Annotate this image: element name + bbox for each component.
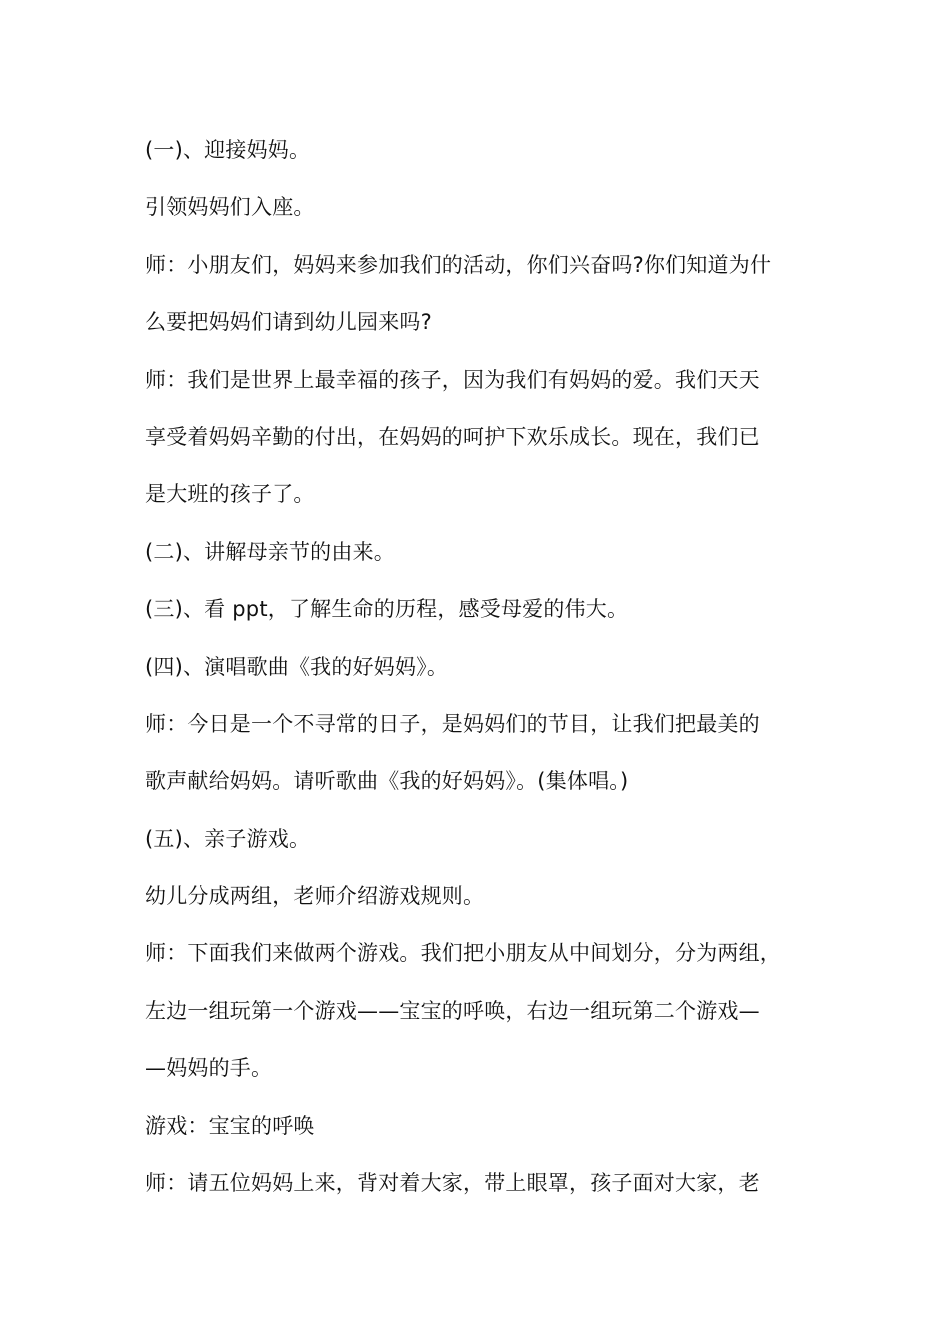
text-line: 师：小朋友们，妈妈来参加我们的活动，你们兴奋吗?你们知道为什	[145, 252, 772, 277]
text-line: 师：今日是一个不寻常的日子，是妈妈们的节目，让我们把最美的	[145, 711, 760, 736]
text-line: 引领妈妈们入座。	[145, 195, 315, 220]
text-line-section-4-heading: (四)、演唱歌曲《我的好妈妈》。	[145, 654, 449, 679]
text-line: 幼儿分成两组，老师介绍游戏规则。	[145, 884, 485, 909]
text-line-section-1-heading: (一)、迎接妈妈。	[145, 138, 311, 162]
text-line-section-3-heading: (三)、看 ppt，了解生命的历程，感受母爱的伟大。	[145, 597, 629, 622]
text-line: 师：请五位妈妈上来，背对着大家，带上眼罩，孩子面对大家，老	[145, 1171, 760, 1196]
text-line: 歌声献给妈妈。请听歌曲《我的好妈妈》。(集体唱。)	[145, 769, 629, 794]
text-line: —妈妈的手。	[145, 1056, 273, 1081]
text-line: 师：下面我们来做两个游戏。我们把小朋友从中间划分，分为两组，	[145, 941, 781, 966]
text-line-game-title: 游戏：宝宝的呼唤	[145, 1113, 315, 1138]
text-line: 是大班的孩子了。	[145, 482, 315, 507]
text-line: 师：我们是世界上最幸福的孩子，因为我们有妈妈的爱。我们天天	[145, 367, 760, 392]
document-body	[145, 128, 830, 1218]
text-line-section-2-heading: (二)、讲解母亲节的由来。	[145, 539, 395, 564]
text-line-section-5-heading: (五)、亲子游戏。	[145, 826, 311, 851]
text-line: 享受着妈妈辛勤的付出，在妈妈的呵护下欢乐成长。现在，我们已	[145, 424, 760, 449]
text-line: 左边一组玩第一个游戏——宝宝的呼唤，右边一组玩第二个游戏—	[145, 998, 760, 1023]
text-line: 么要把妈妈们请到幼儿园来吗?	[145, 310, 432, 335]
